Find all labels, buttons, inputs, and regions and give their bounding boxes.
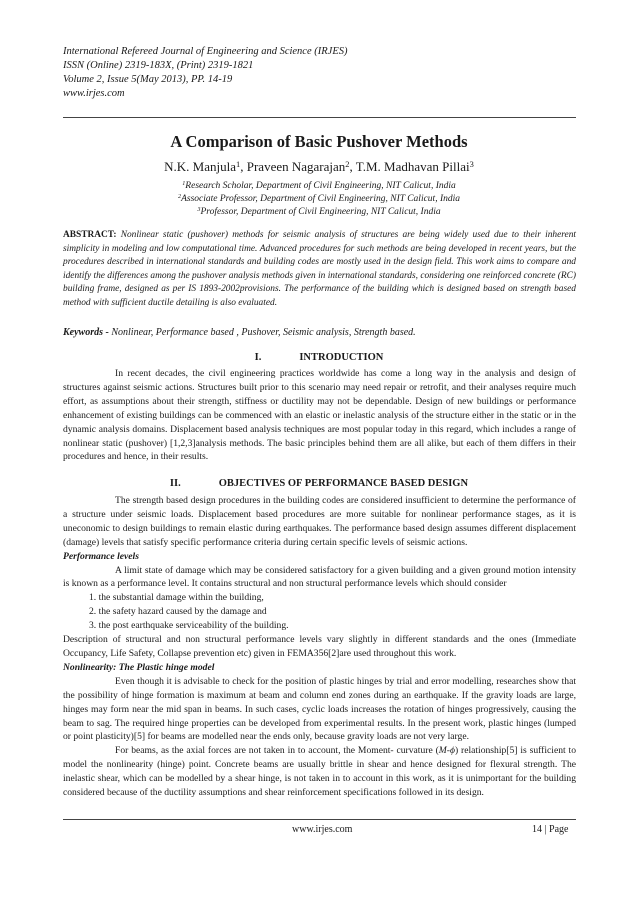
section-2-body [63, 494, 576, 800]
footer-rule [63, 819, 576, 820]
objectives-paragraph: The strength based design procedures in the building codes are considered insufficient to determine the performance of a structure under seismic loads. Displacement based procedures are more suitable for nonlinear performance stages, as it is uneconomic to design buildings to remain elastic during earthquakes. The performance based design assumes different displacement (damage) levels that satisfy specific performance criteria during certain specific levels of seismic actions. [63, 495, 576, 548]
journal-issn: ISSN (Online) 2319-183X, (Print) 2319-1821 [63, 60, 254, 71]
author-1: N.K. Manjula [164, 159, 237, 174]
section-1-title: INTRODUCTION [299, 352, 384, 363]
performance-description-paragraph: Description of structural and non structural performance levels vary slightly in different standards and the ones (Immediate Occupancy, Life Safety, Collapse prevention etc) given in FEMA356[2]are used throughout this work. [63, 634, 576, 659]
list-item: 3. the post earthquake serviceability of the building. [89, 620, 289, 632]
beams-paragraph [63, 744, 576, 800]
page-number: 14 | Page [532, 824, 569, 835]
journal-website[interactable]: www.irjes.com [63, 88, 125, 99]
affiliation-3-sup: 3 [197, 207, 201, 214]
affiliation-1-sup: 1 [182, 181, 186, 188]
beams-paragraph-end: ) relationship[5] is sufficient to model the nonlinearity (hinge) point. Concrete beams are usually brittle in shear and hence designed for flexural strength. The inelastic shear, which can be modelled by a shear hinge, is not taken in to account in this work, as it is unimportant for the building considered because of the ductility assumptions and shear reinforcement specifications followed in its design. [63, 745, 576, 799]
plastic-hinge-paragraph: Even though it is advisable to check for the position of plastic hinges by trial and error modelling, researches show that the possibility of hinge formation is maximum at beam and column end zones during an earthquake. If the gravity loads are large, hinges may form near the mid span in beams. In such cases, cyclic loads increases the rotation of hinges progressively, causing the beam to sag. The required hinge properties can be developed from experimental results. In the present work, plastic hinges (lumped or point plasticity)[5] for beams are modelled near the ends only, because gravity loads are not very large. [63, 675, 576, 743]
journal-name: International Refereed Journal of Engineering and Science (IRJES) [63, 46, 348, 57]
intro-paragraph: In recent decades, the civil engineering practices worldwide has come a long way in the analysis and design of structures against seismic actions. Structures built prior to this scenario may need repair or retrofit, and their analyses require much effort, as assumptions about their strength, stiffness or ductility may not be dependable. Design of new buildings or performance enhancement of existing buildings can be commenced with an elastic or inelastic analysis of the structure either in the static or in the dynamic analysis domains. Displacement based analysis techniques are most popular today in this regard, which includes a range of nonlinear static (pushover) [1,2,3]analysis methods. The basic principles behind them are all alike, but each of them differs in their procedures and hence, in their results. [63, 368, 576, 463]
abstract-text: Nonlinear static (pushover) methods for seismic analysis of structures are being widely used due to their inherent simplicity in modeling and low computational time. Advanced procedures for such methods are being developed in recent years, but the procedures described in international standards and building codes are mostly used in the design field. This work aims to compare and identify the differences among the pushover analysis methods given in international standards, considering one reinforced concrete (RC) building frame, designed as per IS 1893-2002provisions. The performance of the building which is designed based on strength based method with sufficient ductile detailing is also evaluated. [63, 230, 577, 308]
list-item: 1. the substantial damage within the building, [89, 592, 264, 604]
author-1-sup: 1 [236, 159, 241, 170]
section-2-heading [0, 478, 638, 489]
journal-volume: Volume 2, Issue 5(May 2013), PP. 14-19 [63, 74, 233, 85]
author-2-sup: 2 [345, 159, 350, 170]
section-2-title: OBJECTIVES OF PERFORMANCE BASED DESIGN [218, 478, 469, 489]
author-3: , T.M. Madhavan Pillai [349, 159, 470, 174]
affiliation-3 [0, 206, 638, 218]
affiliation-1-text: Research Scholar, Department of Civil Engineering, NIT Calicut, India [185, 181, 456, 191]
author-2: , Praveen Nagarajan [240, 159, 346, 174]
affiliation-2 [0, 193, 638, 205]
subheading-plastic-hinge: Nonlinearity: The Plastic hinge model [63, 661, 215, 673]
affiliation-2-sup: 2 [178, 194, 182, 201]
section-1-heading [0, 352, 638, 363]
keywords-text: Nonlinear, Performance based , Pushover, Seismic analysis, Strength based. [111, 327, 416, 338]
footer-website[interactable]: www.irjes.com [292, 824, 353, 835]
author-3-sup: 3 [469, 159, 474, 170]
performance-levels-paragraph: A limit state of damage which may be considered satisfactory for a given building and a given ground motion intensity is known as a performance level. It contains structural and non structural performance levels which should consider [63, 564, 576, 590]
affiliation-3-text: Professor, Department of Civil Engineering, NIT Calicut, India [200, 207, 441, 217]
section-2-number: II. [169, 478, 181, 489]
beams-paragraph-start: For beams, as the axial forces are not taken in to account, the Moment- curvature ( [115, 745, 439, 757]
list-item: 2. the safety hazard caused by the damage and [89, 606, 267, 618]
keywords-label: Keywords - [63, 327, 112, 338]
moment-curvature-symbol: M-ϕ [438, 745, 455, 757]
keywords [63, 326, 576, 340]
abstract [63, 229, 576, 311]
abstract-label: ABSTRACT: [63, 230, 117, 240]
section-1-number: I. [254, 352, 262, 363]
header-rule [63, 117, 576, 118]
affiliation-2-text: Associate Professor, Department of Civil Engineering, NIT Calicut, India [181, 194, 460, 204]
section-1-body [63, 367, 576, 464]
subheading-performance-levels: Performance levels [63, 550, 139, 562]
paper-title: A Comparison of Basic Pushover Methods [170, 132, 468, 151]
author-line [0, 159, 638, 175]
journal-header [63, 45, 347, 101]
affiliation-1 [0, 180, 638, 192]
